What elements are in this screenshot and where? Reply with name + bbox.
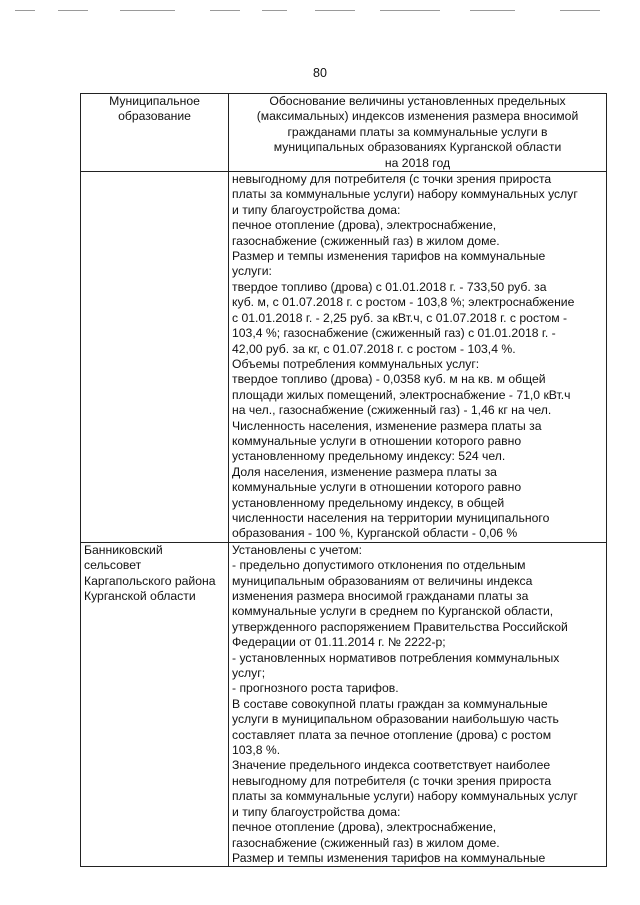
justification-line: на чел., газоснабжение (сжиженный газ) - 1,46 кг на чел. [232, 403, 552, 418]
justification-line: - установленных нормативов потребления коммунальных [232, 650, 560, 665]
justification-table [80, 93, 607, 867]
cell-justification [229, 542, 607, 867]
justification-line: куб. м, с 01.07.2018 г. с ростом - 103,8 %; электроснабжение [232, 295, 575, 310]
scan-noise [0, 10, 640, 14]
justification-line: платы за коммунальные услуги) набору коммунальных услуг [232, 187, 578, 202]
cell-justification [229, 172, 607, 543]
justification-line: Размер и темпы изменения тарифов на коммунальные [232, 850, 546, 865]
justification-line: 103,8 %. [232, 743, 281, 758]
justification-line: коммунальные услуги в отношении которого равно [232, 480, 522, 495]
justification-line: Численность населения, изменение размера платы за [232, 418, 542, 433]
justification-line: образования - 100 %, Курганской области - 0,06 % [232, 526, 518, 541]
municipality-line: Банниковский [84, 542, 163, 557]
cell-municipality [81, 172, 229, 543]
justification-line: Размер и темпы изменения тарифов на коммунальные [232, 249, 546, 264]
justification-line: и типу благоустройства дома: [232, 804, 401, 819]
justification-line: услуг; [232, 666, 266, 681]
justification-line: коммунальные услуги в среднем по Курганской области, [232, 604, 554, 619]
justification-line: численности населения на территории муниципального [232, 510, 550, 525]
header-municipality [81, 94, 229, 172]
justification-line: составляет плата за печное отопление (дрова) с ростом [232, 727, 552, 742]
justification-line: 42,00 руб. за кг, с 01.07.2018 г. с ростом - 103,4 %. [232, 341, 516, 356]
justification-line: Федерации от 01.11.2014 г. № 2222-р; [232, 635, 446, 650]
justification-line: изменения размера вносимой гражданами платы за [232, 589, 529, 603]
municipality-line: Курганской области [84, 589, 196, 603]
justification-line: 103,4 %; газоснабжение (сжиженный газ) с 01.01.2018 г. - [232, 326, 556, 341]
page-number: 80 [313, 66, 327, 80]
justification-line: печное отопление (дрова), электроснабжение, [232, 820, 497, 835]
justification-line: невыгодному для потребителя (с точки зрения прироста [232, 773, 552, 788]
municipality-line: Каргапольского района [84, 573, 216, 588]
header-line: Муниципальное [109, 94, 200, 108]
municipality-line: сельсовет [84, 558, 142, 573]
justification-line: твердое топливо (дрова) с 01.01.2018 г. - 733,50 руб. за [232, 279, 547, 294]
table-row [81, 172, 607, 543]
justification-line: газоснабжение (сжиженный газ) в жилом доме. [232, 233, 500, 248]
justification-line: Значение предельного индекса соответствует наиболее [232, 758, 551, 773]
header-line: образование [118, 109, 191, 124]
header-line: муниципальных образованиях Курганской области [273, 140, 562, 155]
justification-line: установленному предельному индексу, в общей [232, 495, 505, 510]
justification-line: муниципальным образованиям от величины индекса [232, 573, 533, 588]
header-line: Обоснование величины установленных предельных [269, 94, 566, 108]
header-line: (максимальных) индексов изменения размера вносимой [256, 109, 579, 124]
justification-line: с 01.01.2018 г. - 2,25 руб. за кВт.ч, с 01.07.2018 г. с ростом - [232, 310, 568, 325]
justification-line: газоснабжение (сжиженный газ) в жилом доме. [232, 835, 500, 850]
header-line: гражданами платы за коммунальные услуги в [287, 124, 548, 139]
justification-line: В составе совокупной платы граждан за коммунальные [232, 696, 548, 711]
justification-line: - прогнозного роста тарифов. [232, 681, 399, 696]
header-justification [229, 94, 607, 172]
justification-line: Установлены с учетом: [232, 542, 362, 557]
justification-line: невыгодному для потребителя (с точки зрения прироста [232, 172, 552, 187]
justification-line: площади жилых помещений, электроснабжение - 71,0 кВт.ч [232, 387, 571, 402]
cell-municipality [81, 542, 229, 867]
justification-line: твердое топливо (дрова) - 0,0358 куб. м на кв. м общей [232, 372, 546, 387]
table-row [81, 542, 607, 867]
justification-line: утвержденного распоряжением Правительства Российской [232, 619, 568, 634]
justification-line: услуги: [232, 264, 272, 279]
justification-line: Доля населения, изменение размера платы за [232, 464, 497, 479]
justification-line: печное отопление (дрова), электроснабжение, [232, 218, 497, 233]
justification-line: Объемы потребления коммунальных услуг: [232, 356, 480, 371]
header-line: на 2018 год [384, 155, 451, 170]
justification-line: - предельно допустимого отклонения по отдельным [232, 558, 526, 573]
justification-line: установленному предельному индексу: 524 чел. [232, 449, 506, 464]
justification-line: коммунальные услуги в отношении которого равно [232, 433, 522, 448]
justification-line: услуги в муниципальном образовании наибольшую часть [232, 712, 559, 727]
justification-line: и типу благоустройства дома: [232, 202, 401, 217]
justification-line: платы за коммунальные услуги) набору коммунальных услуг [232, 789, 578, 804]
table-header-row [81, 94, 607, 172]
